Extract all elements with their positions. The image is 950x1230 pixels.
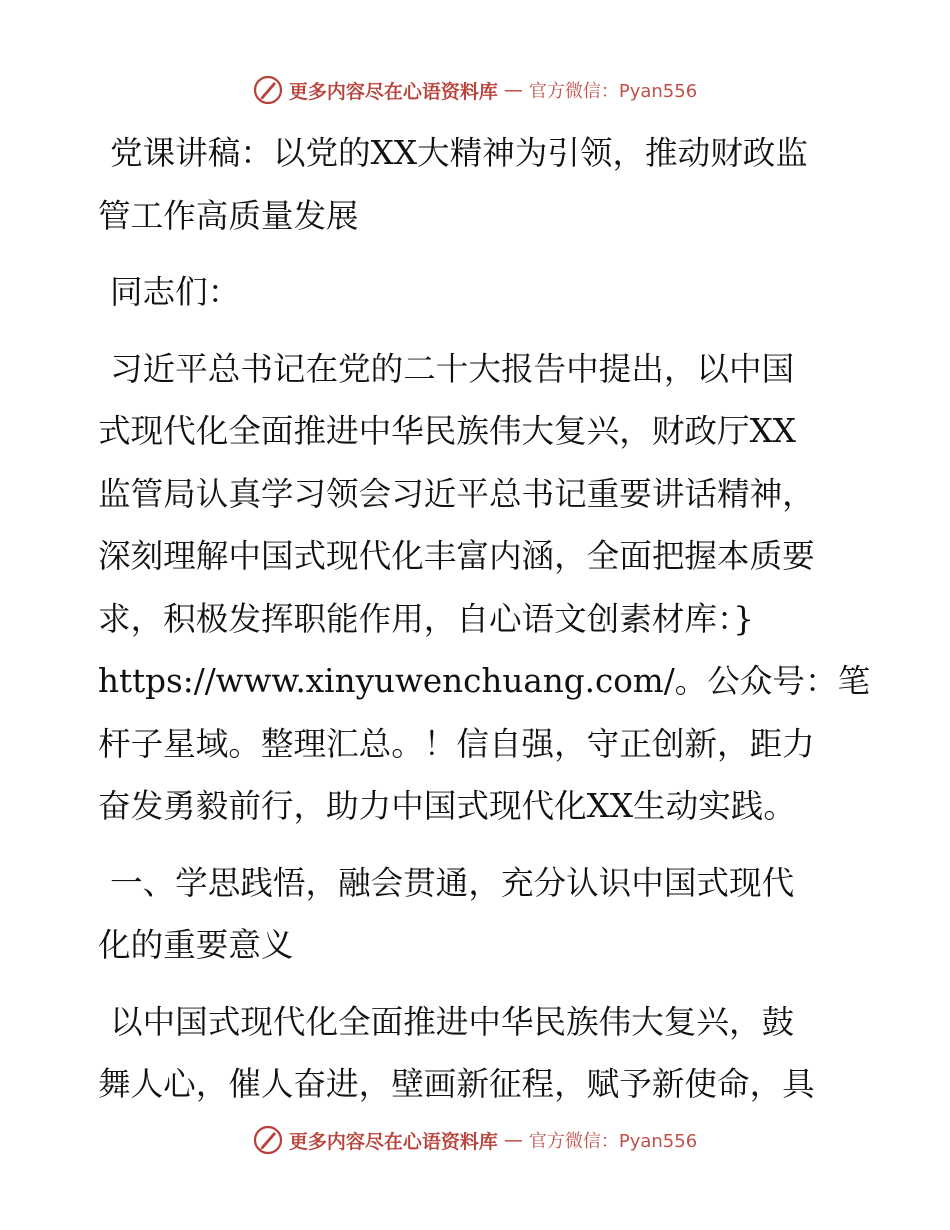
greeting bbox=[98, 261, 858, 324]
footer-banner bbox=[0, 1120, 950, 1160]
paragraph-line: 监管局认真学习领会习近平总书记重要讲话精神， bbox=[98, 474, 815, 513]
title-line: 管工作高质量发展 bbox=[98, 196, 359, 235]
header-banner bbox=[0, 70, 950, 110]
greeting-line: 同志们： bbox=[110, 273, 241, 311]
heading-line: 一、学思践悟，融会贯通，充分认识中国式现代 bbox=[110, 863, 795, 902]
paragraph-section-1 bbox=[98, 991, 858, 1116]
paragraph-line: 式现代化全面推进中华民族伟大复兴，财政厅XX bbox=[98, 412, 796, 450]
document-body bbox=[98, 122, 871, 1130]
paragraph-line: 深刻理解中国式现代化丰富内涵，全面把握本质要 bbox=[98, 537, 815, 575]
document-title bbox=[98, 122, 858, 247]
banner-main-text: 更多内容尽在心语资料库 bbox=[288, 1130, 498, 1153]
paragraph-line: 以中国式现代化全面推进中华民族伟大复兴，鼓 bbox=[110, 1002, 795, 1041]
banner-dash: — bbox=[503, 79, 523, 101]
paragraph-line: https://www.xinyuwenchuang.com/。公众号：笔 bbox=[98, 662, 871, 700]
paragraph-line: 奋发勇毅前行，助力中国式现代化XX生动实践。 bbox=[98, 787, 796, 825]
quill-logo-icon bbox=[253, 75, 283, 105]
title-line: 党课讲稿：以党的XX大精神为引领，推动财政监 bbox=[110, 134, 808, 172]
banner-contact: 官方微信：Pyan556 bbox=[528, 1131, 698, 1152]
paragraph-intro bbox=[98, 338, 871, 838]
paragraph-line: 杆子星域。整理汇总。！信自强，守正创新，距力 bbox=[98, 724, 815, 763]
heading-line: 化的重要意义 bbox=[98, 926, 294, 964]
banner-contact: 官方微信：Pyan556 bbox=[528, 81, 698, 102]
section-heading-1 bbox=[98, 852, 858, 977]
banner-dash: — bbox=[503, 1129, 523, 1151]
paragraph-line: 习近平总书记在党的二十大报告中提出，以中国 bbox=[110, 349, 795, 388]
paragraph-line: 求，积极发挥职能作用，自心语文创素材库：} bbox=[98, 599, 754, 638]
quill-logo-icon bbox=[253, 1125, 283, 1155]
banner-main-text: 更多内容尽在心语资料库 bbox=[288, 80, 498, 103]
paragraph-line: 舞人心，催人奋进，壁画新征程，赋予新使命，具 bbox=[98, 1065, 815, 1103]
